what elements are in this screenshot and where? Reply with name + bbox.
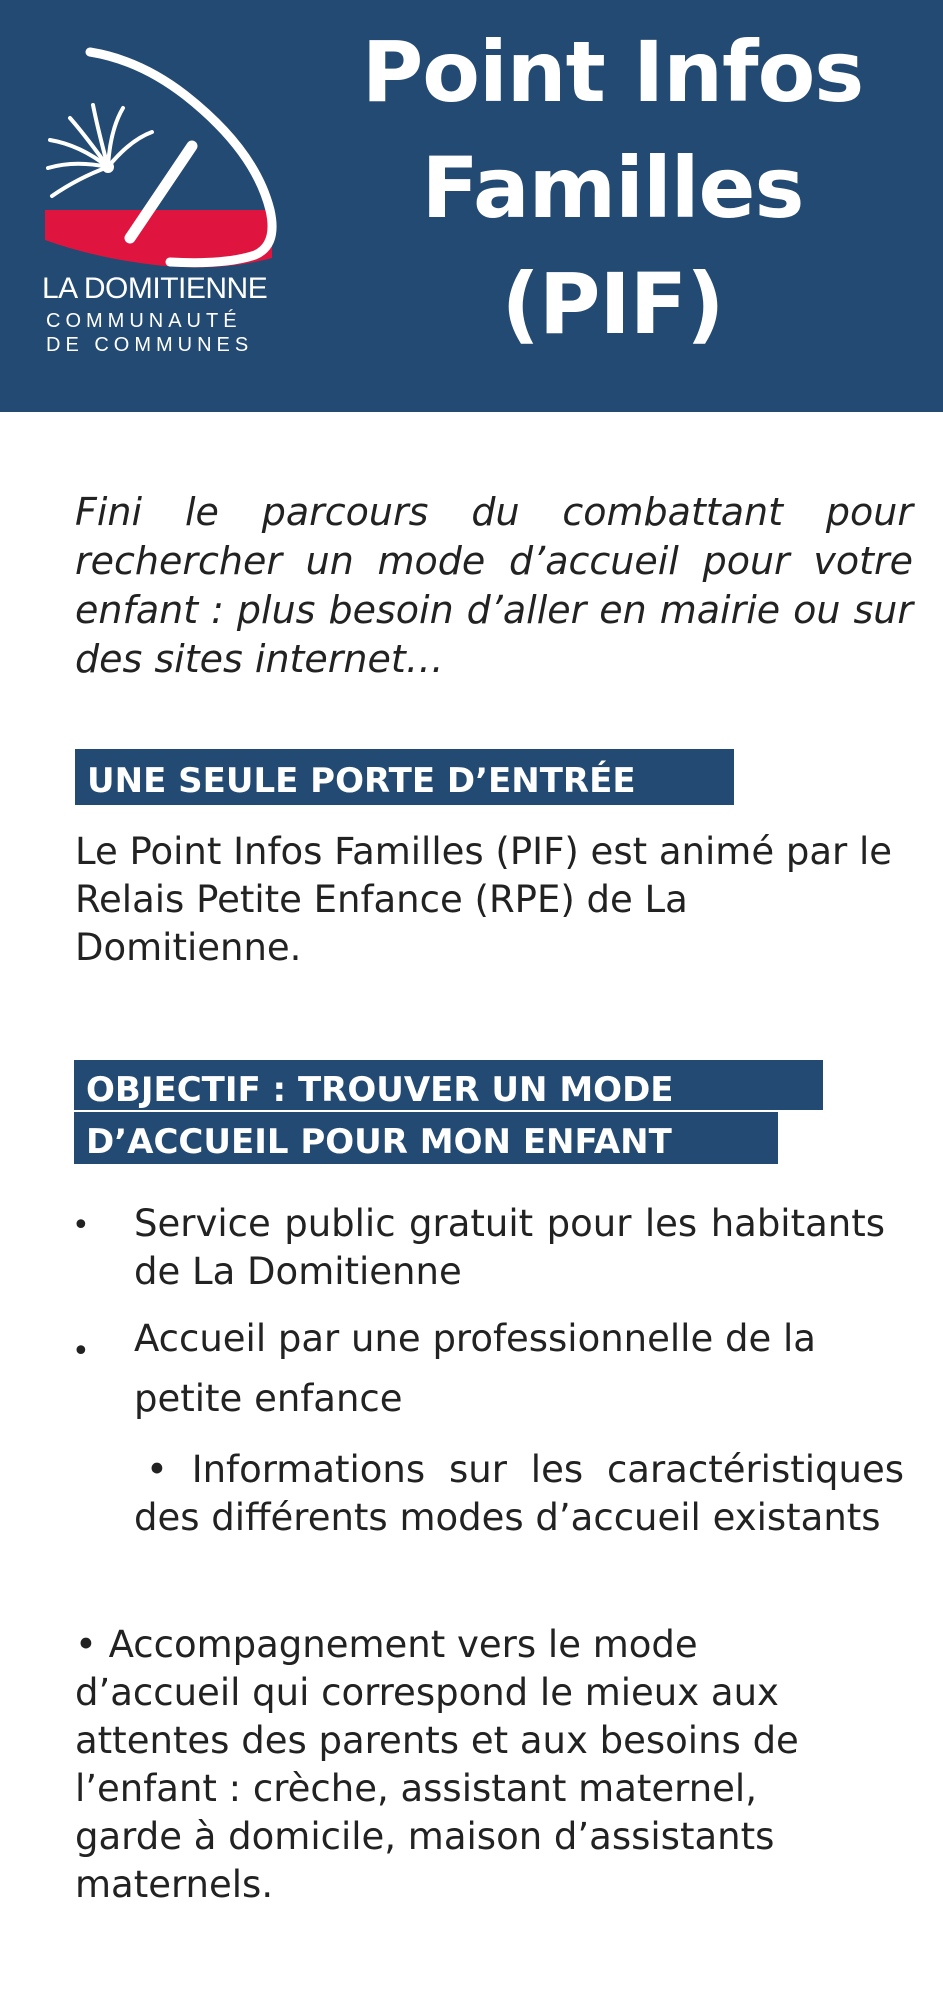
logo-emblem-icon xyxy=(40,40,290,270)
title-line-2: Familles xyxy=(421,139,804,237)
logo-subtitle-line1: COMMUNAUTÉ xyxy=(46,310,242,332)
header-band xyxy=(0,0,943,412)
page-title xyxy=(330,14,895,362)
section-heading-objective-line2: D’ACCUEIL POUR MON ENFANT xyxy=(74,1112,778,1164)
logo-subtitle-line2: DE COMMUNES xyxy=(46,334,254,356)
intro-paragraph: Fini le parcours du combattant pour rechercher un mode d’accueil pour votre enfant : plus besoin d’aller en mairie ou sur des sites internet… xyxy=(75,490,913,681)
bullet-dot: • xyxy=(75,1623,97,1666)
bullet-item-professional-reception: Accueil par une professionnelle de la petite enfance xyxy=(134,1317,816,1420)
section1-paragraph: Le Point Infos Familles (PIF) est animé par le Relais Petite Enfance (RPE) de La Domitienne. xyxy=(75,830,893,969)
bullet-item-free-service: Service public gratuit pour les habitants de La Domitienne xyxy=(134,1202,885,1293)
title-line-1: Point Infos xyxy=(361,23,864,121)
title-line-3: (PIF) xyxy=(501,255,724,353)
logo-name-text: LA DOMITIENNE xyxy=(42,272,268,305)
bullet-dot: • xyxy=(72,1334,90,1369)
section-heading-single-entry: UNE SEULE PORTE D’ENTRÉE xyxy=(75,749,734,805)
bullet-item-information xyxy=(134,1446,904,1542)
bullet-dot: • xyxy=(72,1208,90,1243)
bullet-item-support xyxy=(75,1621,845,1909)
bullet-item-support-text: Accompagnement vers le mode d’accueil qui correspond le mieux aux attentes des parents et aux besoins de l’enfant : crèche, assistant maternel, garde à domicile, maison d’assistants maternels. xyxy=(75,1623,799,1906)
la-domitienne-logo xyxy=(40,40,290,360)
section-heading-objective-line1: OBJECTIF : TROUVER UN MODE xyxy=(74,1060,823,1110)
bullet-dot: • xyxy=(146,1448,168,1491)
bullet-item-information-text: Informations sur les caractéristiques des différents modes d’accueil existants xyxy=(134,1448,905,1539)
